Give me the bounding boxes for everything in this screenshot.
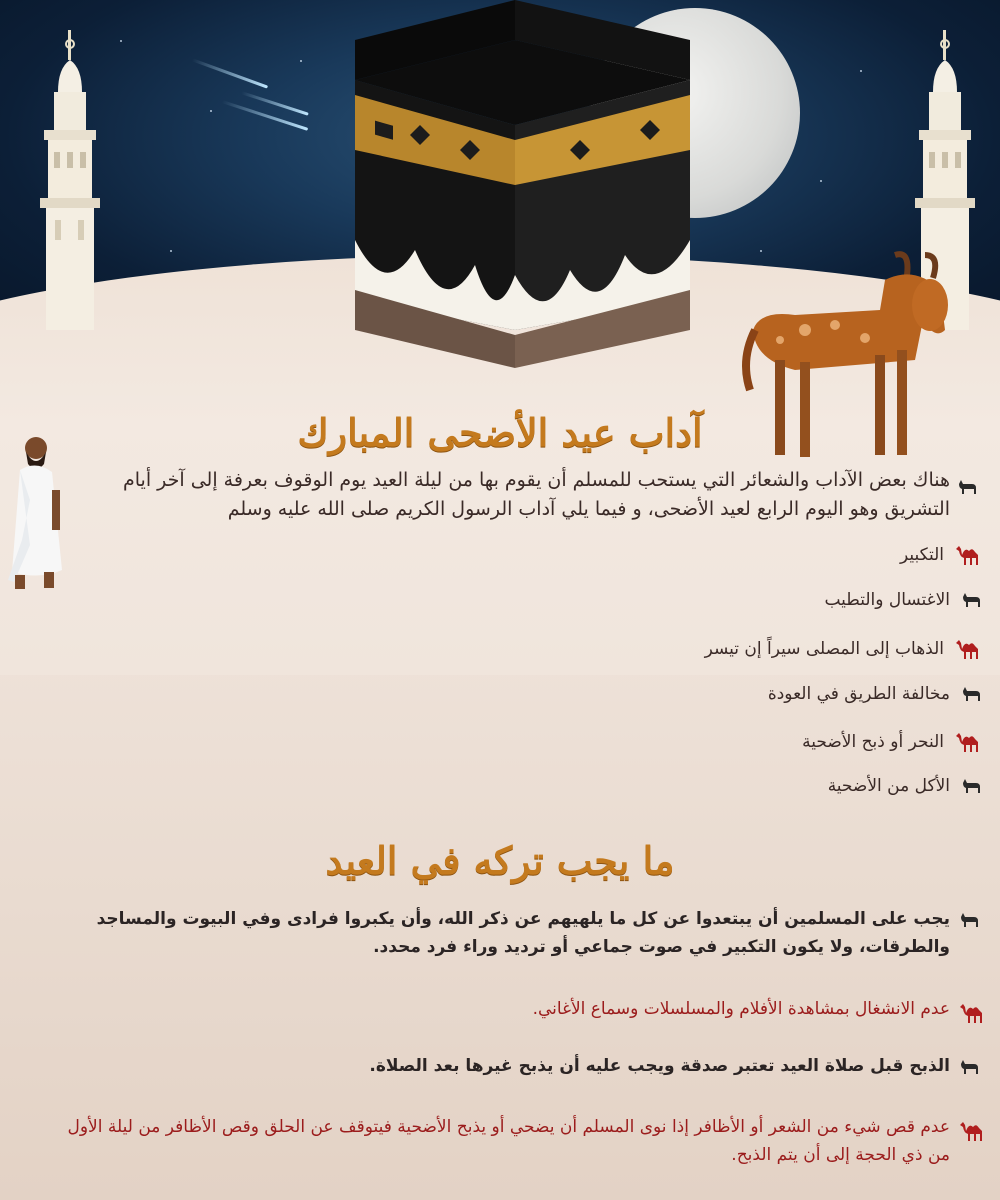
etiquette-item — [768, 684, 982, 704]
avoid-item: عدم قص شيء من الشعر أو الأظافر إذا نوى المسلم أن يضحي أو يذبح الأضحية فيتوقف عن الحلق وقص الأظافر من ليلة الأول من ذي الحجة إلى أن يتم الذبح. — [67, 1117, 950, 1165]
etiquette-item — [828, 776, 982, 796]
star — [120, 40, 122, 42]
etiquette-item-label: التكبير — [899, 545, 944, 565]
etiquette-item-label: الأكل من الأضحية — [827, 776, 950, 796]
star — [210, 110, 212, 112]
etiquette-item — [900, 543, 982, 567]
star — [300, 60, 302, 62]
etiquette-item-label: الاغتسال والتطيب — [824, 590, 950, 610]
etiquette-item-label: الذهاب إلى المصلى سيراً إن تيسر — [704, 639, 944, 659]
etiquette-item — [802, 730, 982, 754]
etiquette-item — [705, 637, 982, 661]
goat-icon — [956, 478, 978, 496]
avoid-item: عدم الانشغال بمشاهدة الأفلام والمسلسلات وسماع الأغاني. — [532, 999, 950, 1019]
camel-icon — [954, 730, 982, 754]
star — [820, 180, 822, 182]
goat-icon — [960, 685, 982, 703]
section-title-avoid: ما يجب تركه في العيد — [325, 838, 675, 883]
kaaba — [345, 0, 705, 370]
avoid-item: الذبح قبل صلاة العيد تعتبر صدقة ويجب عليه أن يذبح غيرها بعد الصلاة. — [369, 1056, 950, 1076]
intro-paragraph: هناك بعض الآداب والشعائر التي يستحب للمسلم أن يقوم بها من ليلة العيد يوم الوقوف بعرفة إلى آخر أيام التشريق وهو اليوم الرابع لعيد الأضحى، و فيما يلي آداب الرسول الكريم صلى الله عليه وسلم — [123, 469, 950, 520]
camel-icon — [954, 543, 982, 567]
etiquette-item-label: مخالفة الطريق في العودة — [767, 684, 950, 704]
goat-icon — [960, 591, 982, 609]
goat-icon — [960, 777, 982, 795]
star — [860, 70, 862, 72]
camel-icon — [954, 637, 982, 661]
etiquette-item — [824, 590, 982, 610]
camel-icon — [958, 1119, 986, 1143]
star — [170, 250, 172, 252]
etiquette-item-label: النحر أو ذبح الأضحية — [802, 732, 944, 752]
avoid-item: يجب على المسلمين أن يبتعدوا عن كل ما يلهيهم عن ذكر الله، وأن يكبروا فرادى وفي البيوت والمساجد والطرقات، ولا يكون التكبير في صوت جماعي أو ترديد وراء فرد محدد. — [96, 909, 950, 957]
camel-icon — [958, 1001, 986, 1025]
goat-icon — [958, 911, 980, 929]
page-title: آداب عيد الأضحى المبارك — [297, 410, 703, 455]
left-minaret — [30, 30, 110, 330]
goat-icon — [958, 1058, 980, 1076]
